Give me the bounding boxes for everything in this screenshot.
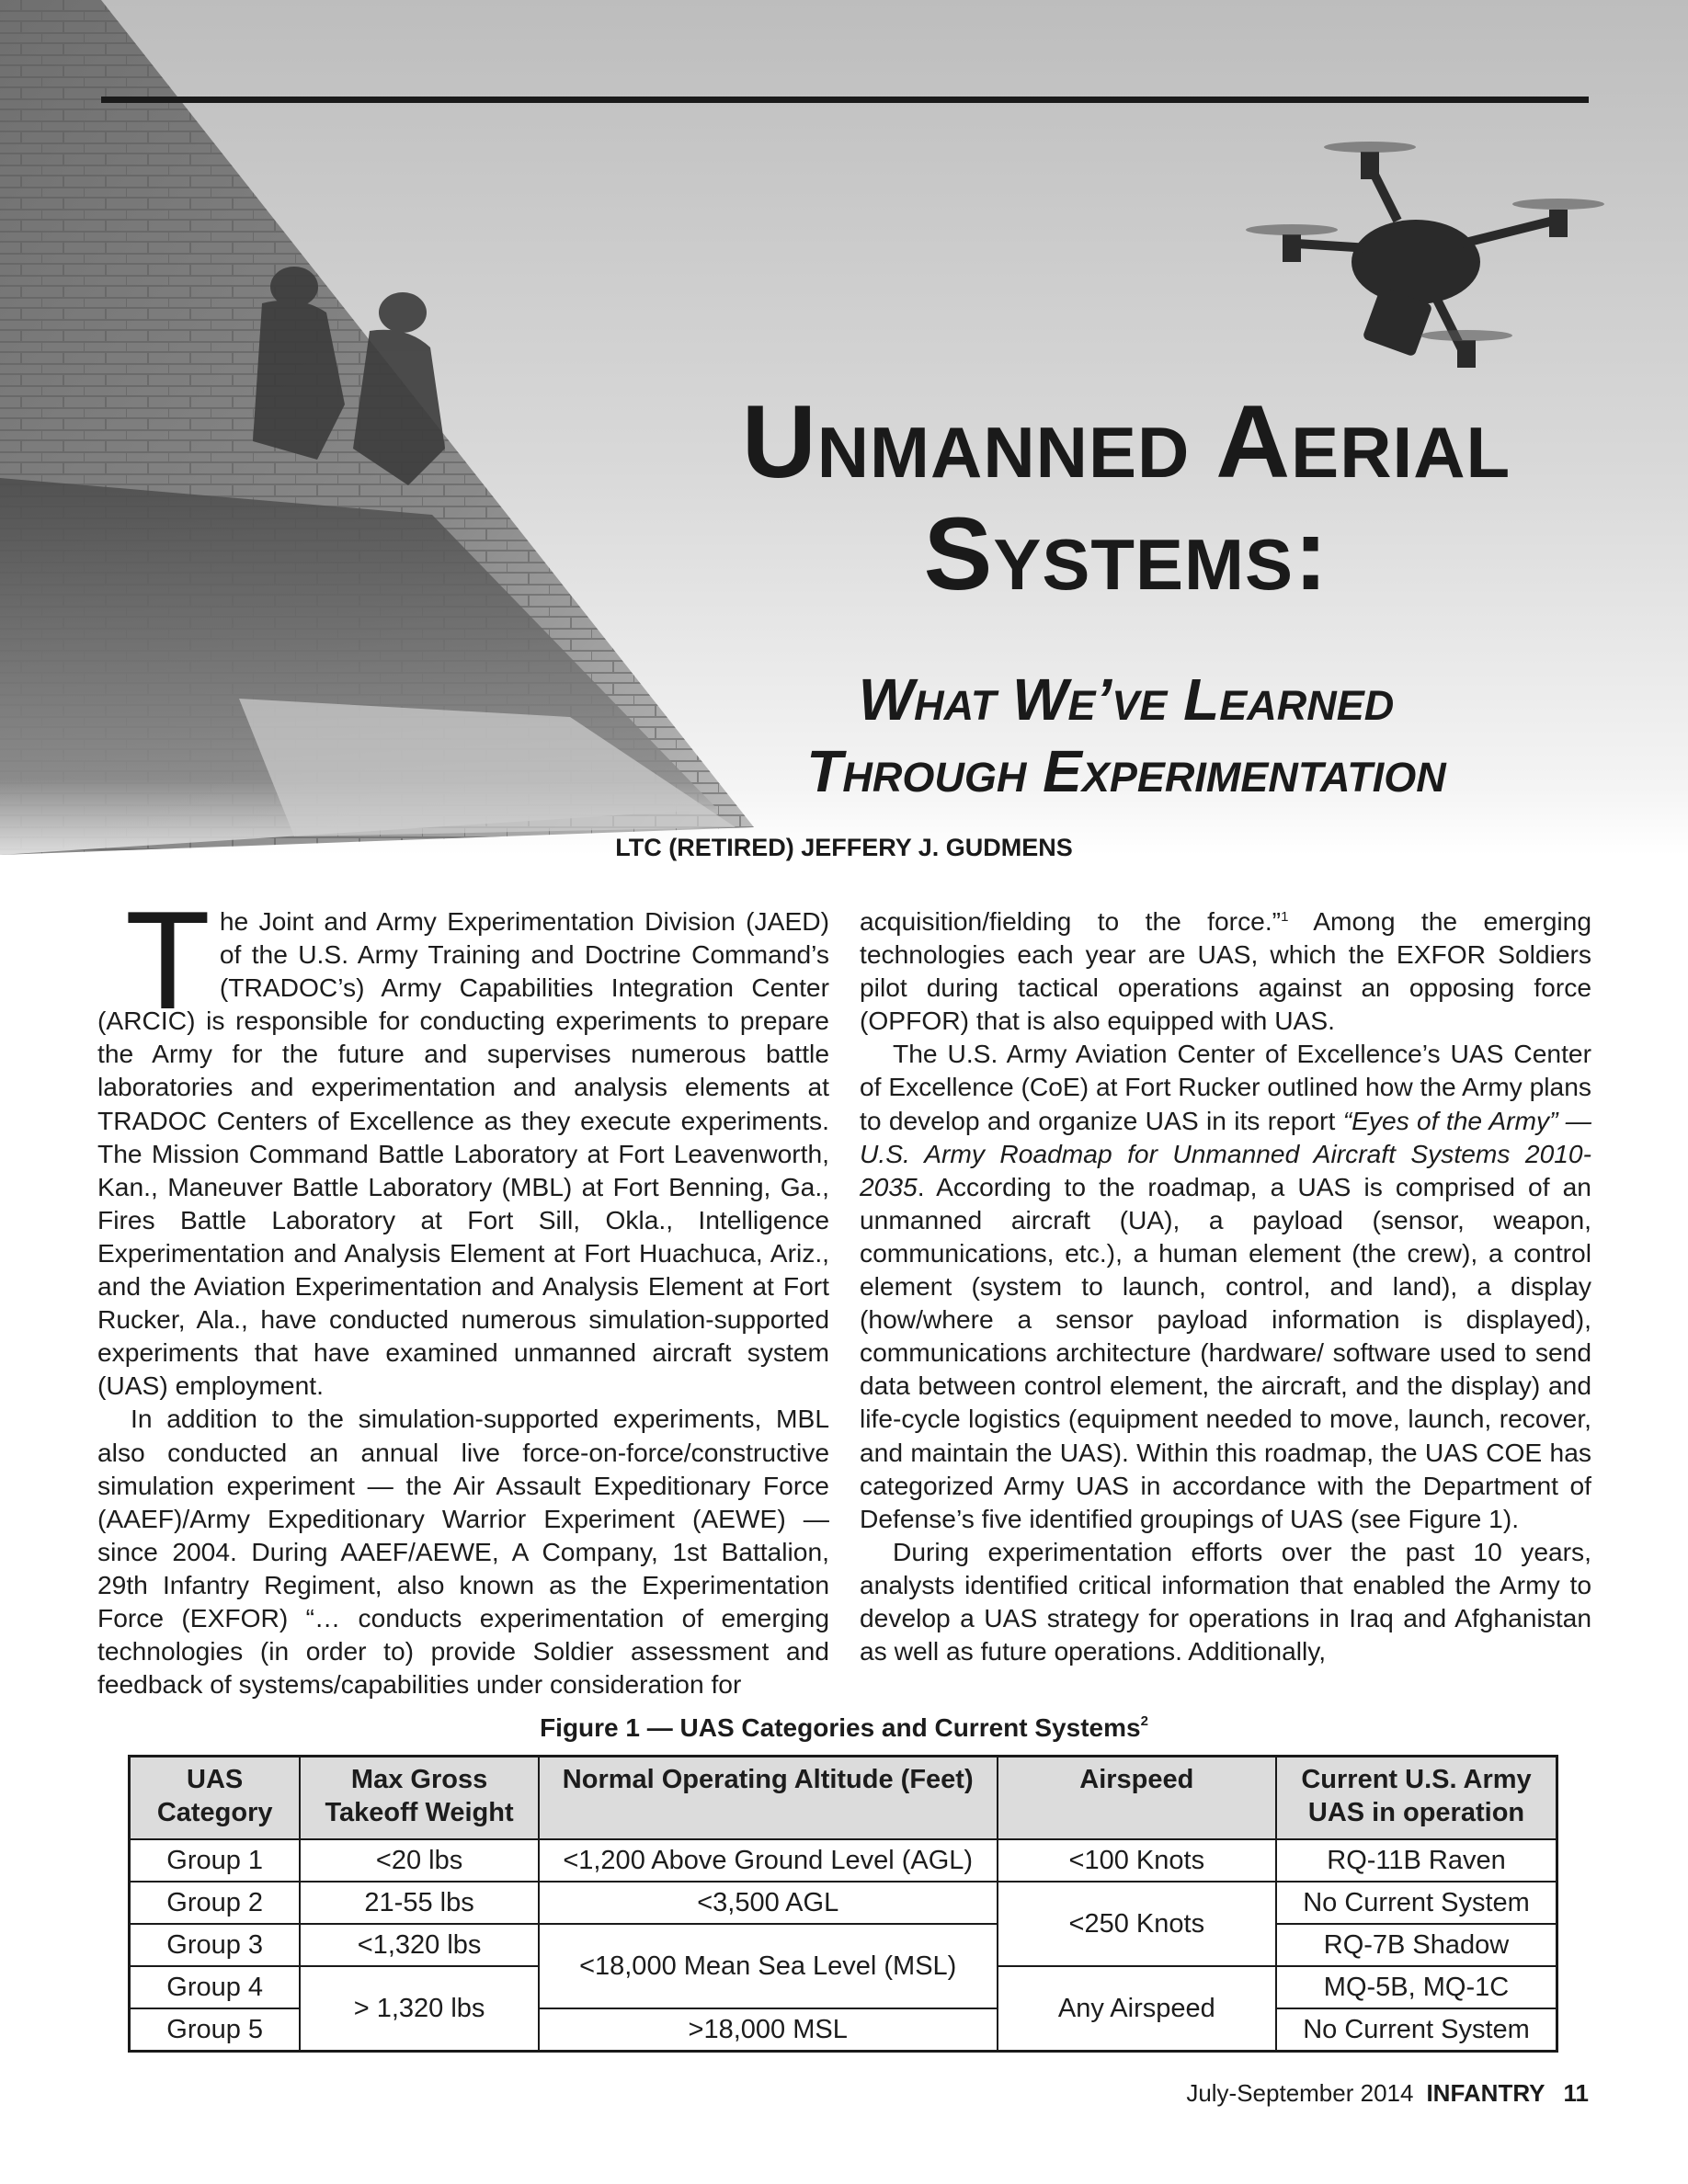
table-row xyxy=(130,1882,1557,1924)
paragraph-4-text-a: The U.S. Army Aviation Center of Excellence’s UAS Center of Excellence (CoE) at Fort Rucker outlined how the Army plans to develop and organize UAS in its report xyxy=(860,1039,1591,1135)
cell-current: No Current System xyxy=(1276,1882,1557,1924)
header-uas-category xyxy=(130,1757,301,1840)
cell-current: No Current System xyxy=(1276,2008,1557,2052)
table-row xyxy=(130,1924,1557,1966)
uas-categories-table xyxy=(128,1755,1558,2053)
header-text: UAS in operation xyxy=(1307,1798,1525,1827)
header-airspeed: Airspeed xyxy=(998,1757,1276,1840)
subtitle-line-2: Through Experimentation xyxy=(806,738,1446,804)
footnote-ref-2: 2 xyxy=(1140,1713,1148,1729)
cell-airspeed: <250 Knots xyxy=(998,1882,1276,1966)
header-current-uas xyxy=(1276,1757,1557,1840)
cell-category: Group 5 xyxy=(130,2008,301,2052)
title-line-1: Unmanned Aerial xyxy=(741,384,1511,499)
cell-category: Group 2 xyxy=(130,1882,301,1924)
report-title: “Eyes of the Army” — U.S. Army Roadmap for Unmanned Aircraft Systems 2010-2035 xyxy=(860,1105,1591,1201)
table-row xyxy=(130,1839,1557,1882)
paragraph-5: During experimentation efforts over the past 10 years, analysts identified critical information that enabled the Army to develop a UAS strategy for operations in Iraq and Afghanistan as well as future operations. Additionally, xyxy=(860,1536,1591,1666)
issue-date: July-September 2014 xyxy=(1186,2079,1414,2107)
cell-category: Group 1 xyxy=(130,1839,301,1882)
paragraph-1 xyxy=(97,882,829,1402)
page-footer xyxy=(1186,2079,1589,2108)
header-altitude: Normal Operating Altitude (Feet) xyxy=(539,1757,998,1840)
magazine-name: INFANTRY xyxy=(1426,2079,1545,2107)
paragraph-3 xyxy=(860,904,1591,1037)
subtitle-line-1: What We’ve Learned xyxy=(858,666,1395,733)
cell-weight: <20 lbs xyxy=(300,1839,538,1882)
paragraph-3-text-a: acquisition/fielding to the force.” xyxy=(860,906,1282,936)
cell-altitude: <3,500 AGL xyxy=(539,1882,998,1924)
cell-weight: <1,320 lbs xyxy=(300,1924,538,1966)
header-text: Current U.S. Army xyxy=(1301,1765,1532,1794)
cell-current: RQ-7B Shadow xyxy=(1276,1924,1557,1966)
cell-category: Group 3 xyxy=(130,1924,301,1966)
paragraph-4-text-b: . According to the roadmap, a UAS is comprised of an unmanned aircraft (UA), a payload (sensor, weapon, communications, etc.), a human element (the crew), a control element (system to launch, control, and land), a display (how/where a sensor payload information is displayed), communications architecture (hardware/ software used to send data between control element, the aircraft, and the display) and life-cycle logistics (equipment needed to move, launch, recover, and maintain the UAS). Within this roadmap, the UAS COE has categorized Army UAS in accordance with the Department of Defense’s five identified groupings of UAS (see Figure 1). xyxy=(860,1171,1591,1533)
cell-airspeed: <100 Knots xyxy=(998,1839,1276,1882)
cell-current: MQ-5B, MQ-1C xyxy=(1276,1966,1557,2008)
article-subtitle xyxy=(680,664,1572,807)
header-max-weight xyxy=(300,1757,538,1840)
header-text: Category xyxy=(156,1798,273,1827)
body-column-right xyxy=(860,904,1591,1667)
header-text: Max Gross xyxy=(350,1765,488,1794)
cell-category: Group 4 xyxy=(130,1966,301,2008)
header-rule xyxy=(101,97,1589,103)
cell-weight: 21-55 lbs xyxy=(300,1882,538,1924)
paragraph-2: In addition to the simulation-supported experiments, MBL also conducted an annual live force-on-force/constructive simulation experiment — the Air Assault Expeditionary Force (AAEF)/Army Expeditionary Warrior Experiment (AEWE) — since 2004. During AAEF/AEWE, A Company, 1st Battalion, 29th Infantry Regiment, also known as the Experimentation Force (EXFOR) “… conducts experimentation of emerging technologies (in order to) provide Soldier assessment and feedback of systems/capabilities under consideration for xyxy=(97,1404,829,1700)
header-text: UAS xyxy=(187,1765,244,1794)
footnote-ref-1: 1 xyxy=(1281,909,1289,925)
cell-current: RQ-11B Raven xyxy=(1276,1839,1557,1882)
paragraph-3-text-b: Among the emerging technologies each year are UAS, which the EXFOR Soldiers pilot during tactical operations against an opposing force (OPFOR) that is also equipped with UAS. xyxy=(860,906,1591,1036)
drop-cap: T xyxy=(125,882,211,1039)
cell-altitude: <1,200 Above Ground Level (AGL) xyxy=(539,1839,998,1882)
title-line-2: Systems: xyxy=(923,496,1329,611)
cell-altitude: <18,000 Mean Sea Level (MSL) xyxy=(539,1924,998,2008)
author-byline: LTC (RETIRED) JEFFERY J. GUDMENS xyxy=(615,834,1073,861)
figure-caption xyxy=(0,1713,1688,1743)
cell-airspeed: Any Airspeed xyxy=(998,1966,1276,2052)
body-column-left xyxy=(97,882,829,1701)
page-number: 11 xyxy=(1563,2079,1589,2107)
figure-caption-text: Figure 1 — UAS Categories and Current Systems xyxy=(540,1713,1141,1742)
table-header-row xyxy=(130,1757,1557,1840)
paragraph-4 xyxy=(860,1037,1591,1534)
article-title xyxy=(644,386,1609,610)
cell-weight: > 1,320 lbs xyxy=(300,1966,538,2052)
cell-altitude: >18,000 MSL xyxy=(539,2008,998,2052)
paragraph-1-text: he Joint and Army Experimentation Division (JAED) of the U.S. Army Training and Doctrine Command’s (TRADOC’s) Army Capabilities Integration Center (ARCIC) is responsible for conducting experiments to prepare the Army for the future and supervises numerous battle laboratories and experimentation and analysis elements at TRADOC Centers of Excellence as they execute experiments. The Mission Command Battle Laboratory at Fort Leavenworth, Kan., Maneuver Battle Laboratory (MBL) at Fort Benning, Ga., Fires Battle Laboratory at Fort Sill, Okla., Intelligence Experimentation and Analysis Element at Fort Huachuca, Ariz., and the Aviation Experimentation and Analysis Element at Fort Rucker, Ala., have conducted numerous simulation-supported experiments that have examined unmanned aircraft system (UAS) employment. xyxy=(97,906,829,1401)
header-text: Takeoff Weight xyxy=(325,1798,514,1827)
